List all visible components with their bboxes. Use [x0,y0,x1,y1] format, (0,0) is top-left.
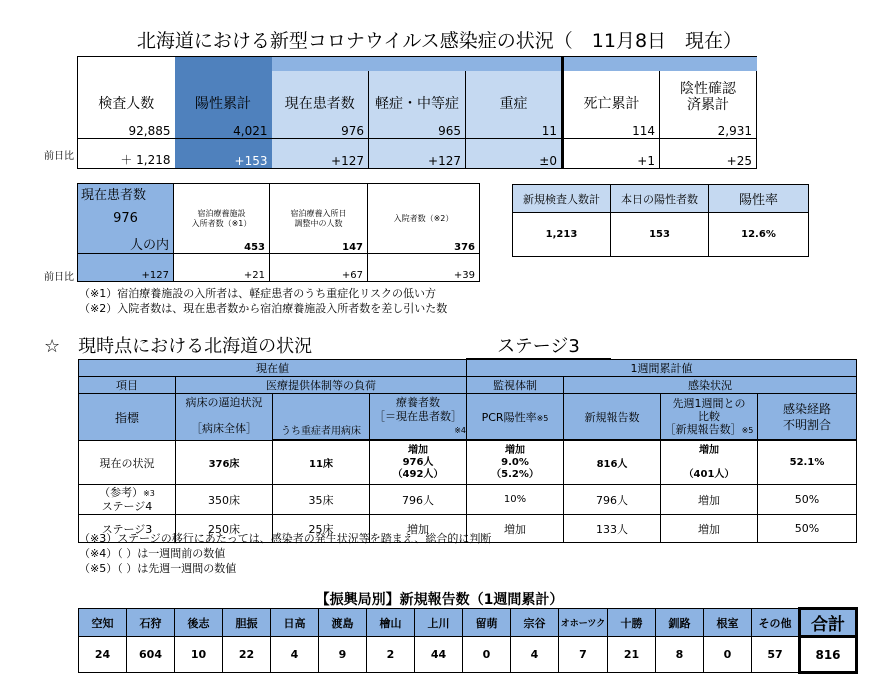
region-value: 604 [127,637,175,673]
summary-table [77,56,757,169]
prev-negative: +25 [660,139,757,169]
header-monitor: 監視体制 [467,377,564,394]
region-name: オホーツク [559,609,608,637]
value-current-patients: 976 [272,117,369,139]
value-adjusting: 147 [270,234,368,254]
value-today-positive: 153 [611,213,709,257]
header-hotel: 宿泊療養施設 入所者数（※1） [174,204,270,234]
header-weekly-value: 1週間累計値 [467,360,857,377]
header-today-positive: 本日の陽性者数 [611,185,709,213]
prev-deaths: +1 [563,139,660,169]
region-value: 10 [175,637,223,673]
prev-mild: +127 [369,139,466,169]
header-compare: 先週1週間との 比較 ［新規報告数］※5 [661,394,758,440]
stage4-beds: 350床 [176,485,273,515]
note-5: （※5）（ ）は先週一週間の数値 [79,562,237,575]
value-negative: 2,931 [660,117,757,139]
stage4-unknown-route: 50% [758,485,857,515]
region-value: 4 [511,637,559,673]
section-title: ☆ 現時点における北海道の状況 [44,336,313,357]
daily-table [512,184,809,257]
region-value: 9 [319,637,367,673]
value-new-tests: 1,213 [513,213,611,257]
prev-positive-total: +153 [175,139,272,169]
header-beds: 病床の逼迫状況 ［病床全体］ [176,394,273,440]
region-name: 渡島 [319,609,367,637]
header-infection: 感染状況 [564,377,857,394]
stage3-severe-beds: 25床 [273,515,370,543]
header-medical: 医療提供体制等の負荷 [176,377,467,394]
prev-patients: +127 [78,254,174,282]
header-tests: 検査人数 [78,71,175,117]
note-3: （※3）ステージの移行にあたっては、感染者の発生状況等を踏まえ、総合的に判断 [79,532,492,545]
header-indicator: 指標 [79,394,176,441]
current-severe-beds: 11床 [273,441,370,485]
value-hotel: 453 [174,234,270,254]
header-item: 項目 [79,377,176,394]
header-mild: 軽症・中等症 [369,71,466,117]
page-title: 北海道における新型コロナウイルス感染症の状況（ 11月8日 現在） [136,30,743,52]
header-current-value: 現在値 [79,360,467,377]
current-compare: 増加 （401人） [661,441,758,485]
region-value: 22 [223,637,271,673]
row-current-label: 現在の状況 [79,441,176,485]
region-value: 21 [608,637,656,673]
prev-hotel: +21 [174,254,270,282]
stage3-new-reports: 133人 [564,515,661,543]
prev-label: 前日比 [44,151,74,162]
header-hospitalized: 入院者数（※2） [368,204,480,234]
current-patients: 増加 976人 （492人） [370,441,467,485]
region-value: 8 [656,637,704,673]
prev-current-patients: +127 [272,139,369,169]
value-hospitalized: 376 [368,234,480,254]
region-value: 0 [704,637,752,673]
region-value: 57 [752,637,800,673]
current-pcr: 増加 9.0% （5.2%） [467,441,564,485]
region-name: 空知 [79,609,127,637]
stage4-pcr: 10% [467,485,564,515]
region-name: 上川 [415,609,463,637]
region-total-value: 816 [800,637,857,673]
region-name: 十勝 [608,609,656,637]
patients-title: 現在患者数 [78,184,174,204]
value-severe: 11 [466,117,563,139]
region-total-label: 合計 [800,609,857,637]
region-name: その他 [752,609,800,637]
region-name: 胆振 [223,609,271,637]
note-2: （※2）入院者数は、現在患者数から宿泊療養施設入所者数を差し引いた数 [79,302,448,315]
region-name: 根室 [704,609,752,637]
value-deaths: 114 [563,117,660,139]
regions-table [78,607,858,674]
region-value: 7 [559,637,608,673]
region-value: 0 [463,637,511,673]
value-mild: 965 [369,117,466,139]
header-positive-total: 陽性累計 [175,71,272,117]
value-positive-total: 4,021 [175,117,272,139]
row-stage4-label: （参考）※3 ステージ4 [79,485,176,515]
patients-count: 976 [78,204,174,234]
stage3-unknown-route: 50% [758,515,857,543]
region-name: 日高 [271,609,319,637]
region-name: 檜山 [367,609,415,637]
region-value: 2 [367,637,415,673]
stage4-compare: 増加 [661,485,758,515]
region-value: 44 [415,637,463,673]
region-name: 後志 [175,609,223,637]
regions-title: 【振興局別】新規報告数（1週間累計） [315,592,564,608]
stage-label: ステージ3 [466,332,611,360]
header-deaths: 死亡累計 [563,71,660,117]
stage4-new-reports: 796人 [564,485,661,515]
header-new-reports: 新規報告数 [564,394,661,440]
header-severe-beds: うち重症者用病床 [273,394,370,440]
header-adjusting: 宿泊療養入所日 調整中の人数 [270,204,368,234]
header-unknown-route: 感染経路 不明割合 [758,394,857,440]
patients-table [77,183,480,282]
region-name: 宗谷 [511,609,559,637]
current-unknown-route: 52.1% [758,441,857,485]
header-new-tests: 新規検査人数計 [513,185,611,213]
current-new-reports: 816人 [564,441,661,485]
stage3-patients: 増加 [370,515,467,543]
value-tests: 92,885 [78,117,175,139]
region-name: 留萌 [463,609,511,637]
header-current-patients: 現在患者数 [272,71,369,117]
note-4: （※4）（ ）は一週間前の数値 [79,547,226,560]
value-positive-rate: 12.6% [709,213,809,257]
prev-tests: ＋ 1,218 [78,139,175,169]
region-value: 24 [79,637,127,673]
header-patients: 療養者数 ［＝現在患者数］ ※4 [370,394,467,440]
region-name: 石狩 [127,609,175,637]
stage3-beds: 250床 [176,515,273,543]
header-pcr: PCR陽性率※5 [467,394,564,440]
note-1: （※1）宿泊療養施設の入所者は、軽症患者のうち重症化リスクの低い方 [79,287,436,300]
stage4-patients: 796人 [370,485,467,515]
patients-prev-label: 前日比 [44,272,74,283]
row-stage3-label: ステージ3 [79,515,176,543]
header-negative: 陰性確認 済累計 [660,71,757,117]
stage3-pcr: 増加 [467,515,564,543]
region-value: 4 [271,637,319,673]
stage4-severe-beds: 35床 [273,485,370,515]
prev-hospitalized: +39 [368,254,480,282]
header-severe: 重症 [466,71,563,117]
current-beds: 376床 [176,441,273,485]
region-name: 釧路 [656,609,704,637]
prev-adjusting: +67 [270,254,368,282]
stage3-compare: 増加 [661,515,758,543]
status-table [78,359,857,543]
patients-count-suffix: 人の内 [78,234,174,254]
prev-severe: ±0 [466,139,563,169]
header-positive-rate: 陽性率 [709,185,809,213]
